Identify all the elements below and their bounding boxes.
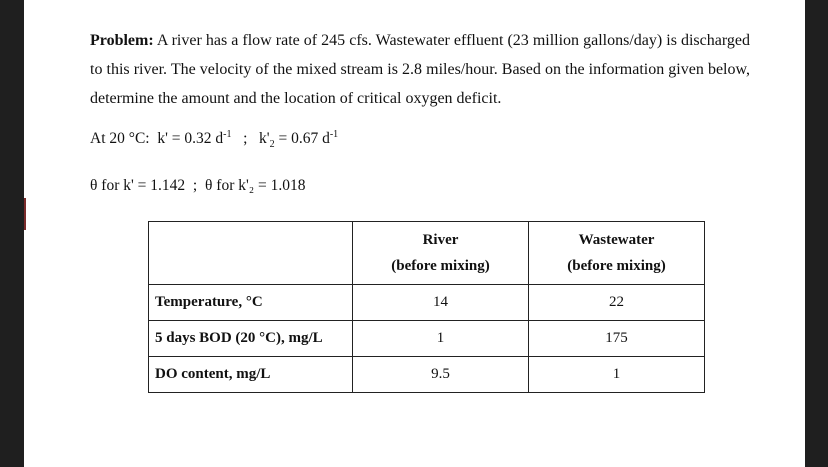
problem-label: Problem: <box>90 32 154 49</box>
k2-subscript: 2 <box>269 139 275 151</box>
table-row <box>149 321 705 357</box>
table-row <box>149 285 705 321</box>
problem-statement <box>90 26 750 113</box>
river-bod: 1 <box>353 321 529 357</box>
constants-separator: ; <box>243 130 248 147</box>
rate-constants-line <box>90 128 339 151</box>
k2-prime-value: = 0.67 d <box>274 130 330 147</box>
k-prime-value: k' = 0.32 d <box>157 130 224 147</box>
table-header-row <box>149 222 705 285</box>
row-label-do: DO content, mg/L <box>149 357 353 393</box>
wastewater-bod: 175 <box>529 321 705 357</box>
theta-separator: ; <box>192 177 198 194</box>
theta-line <box>90 177 306 195</box>
header-wastewater: Wastewater (before mixing) <box>529 222 705 285</box>
header-river: River (before mixing) <box>353 222 529 285</box>
row-label-temperature: Temperature, °C <box>149 285 353 321</box>
theta-k2-prime: θ for k'₂ = 1.018 <box>204 177 306 194</box>
river-temperature: 14 <box>353 285 529 321</box>
k2-prime-symbol: k' <box>259 130 270 147</box>
theta-k-prime: θ for k' = 1.142 <box>90 177 186 194</box>
wastewater-do: 1 <box>529 357 705 393</box>
river-do: 9.5 <box>353 357 529 393</box>
data-table <box>148 221 705 393</box>
temperature-prefix: At 20 °C: <box>90 130 150 147</box>
k2-exponent: -1 <box>329 128 339 140</box>
table-row <box>149 357 705 393</box>
problem-text: A river has a flow rate of 245 cfs. Wastewater effluent (23 million gallons/day) is discharged to this river. The velocity of the mixed stream is 2.8 miles/hour. Based on the information given below, determine the amount and the location of critical oxygen deficit. <box>90 32 750 107</box>
header-empty-cell <box>149 222 353 285</box>
page-edge-mark <box>24 198 26 230</box>
row-label-bod: 5 days BOD (20 °C), mg/L <box>149 321 353 357</box>
wastewater-temperature: 22 <box>529 285 705 321</box>
k-prime-exponent: -1 <box>223 128 232 140</box>
